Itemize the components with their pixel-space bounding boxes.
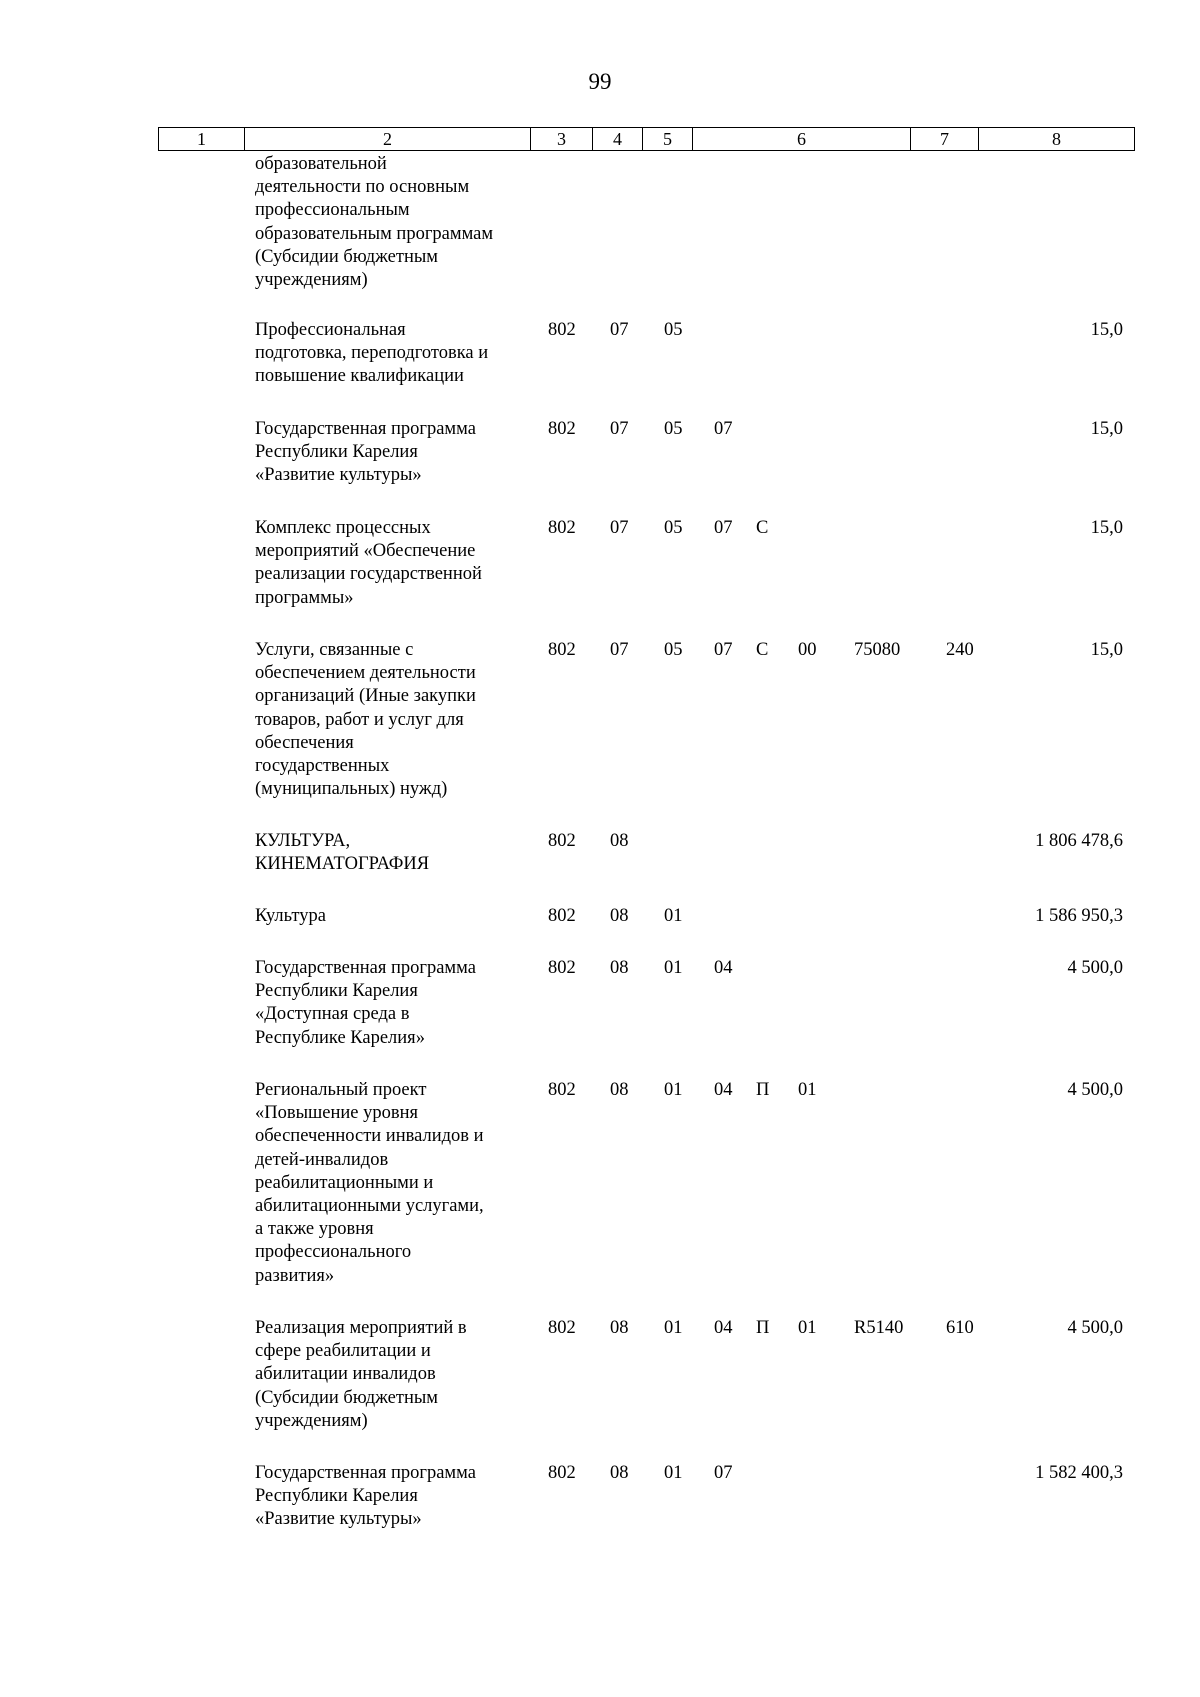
name-line: Республики Карелия xyxy=(255,442,418,463)
name-line: а также уровня xyxy=(255,1219,374,1240)
name-line: реабилитационными и xyxy=(255,1172,434,1193)
name-line: Республики Карелия xyxy=(255,1486,418,1507)
subprogram-code: П xyxy=(756,1318,770,1338)
amount: 15,0 xyxy=(1090,640,1123,660)
name-line: учреждениям) xyxy=(255,270,368,291)
admin-code: 802 xyxy=(548,419,576,439)
name-line: мероприятий «Обеспечение xyxy=(255,541,476,562)
admin-code: 802 xyxy=(548,1318,576,1338)
section-code: 08 xyxy=(610,1463,629,1483)
subprogram-code: С xyxy=(756,640,769,660)
amount: 1 806 478,6 xyxy=(1035,831,1123,851)
name-line: Услуги, связанные с xyxy=(255,640,414,660)
section-code: 07 xyxy=(610,518,629,538)
admin-code: 802 xyxy=(548,640,576,660)
amount: 1 586 950,3 xyxy=(1035,906,1123,926)
admin-code: 802 xyxy=(548,831,576,851)
section-code: 08 xyxy=(610,906,629,926)
row-name xyxy=(255,639,525,801)
subsection-code: 01 xyxy=(664,958,683,978)
name-line: Республике Карелия» xyxy=(255,1027,425,1048)
row-name xyxy=(255,957,525,1050)
subsection-code: 05 xyxy=(664,640,683,660)
section-code: 08 xyxy=(610,1080,629,1100)
row-name xyxy=(255,1462,525,1532)
admin-code: 802 xyxy=(548,906,576,926)
column-number-6: 6 xyxy=(693,128,911,151)
admin-code: 802 xyxy=(548,518,576,538)
name-line: абилитационными услугами, xyxy=(255,1196,484,1217)
name-line: учреждениям) xyxy=(255,1410,368,1431)
expense-type-code: 240 xyxy=(946,640,974,660)
column-number-2: 2 xyxy=(245,128,531,151)
row-name xyxy=(255,1079,525,1288)
row-name xyxy=(255,1317,525,1433)
expense-type-code: 610 xyxy=(946,1318,974,1338)
name-line: сфере реабилитации и xyxy=(255,1341,431,1362)
name-line: Государственная программа xyxy=(255,1463,476,1483)
name-line: Культура xyxy=(255,906,326,926)
event-code: 00 xyxy=(798,640,817,660)
name-line: Реализация мероприятий в xyxy=(255,1318,467,1338)
admin-code: 802 xyxy=(548,320,576,340)
event-code: 01 xyxy=(798,1080,817,1100)
name-line: «Повышение уровня xyxy=(255,1103,419,1124)
name-line: «Развитие культуры» xyxy=(255,465,422,486)
name-line: товаров, работ и услуг для xyxy=(255,709,464,730)
name-line: (Субсидии бюджетным xyxy=(255,1387,438,1408)
name-line: деятельности по основным xyxy=(255,177,470,198)
column-number-5: 5 xyxy=(643,128,693,151)
direction-code: R5140 xyxy=(854,1318,904,1338)
name-line: Государственная программа xyxy=(255,958,476,978)
row-name xyxy=(255,319,525,389)
name-line: образовательным программам xyxy=(255,223,494,244)
name-line: Профессиональная xyxy=(255,320,406,340)
row-name xyxy=(255,830,525,876)
name-line: обеспеченности инвалидов и xyxy=(255,1126,484,1147)
name-line: государственных xyxy=(255,756,390,777)
admin-code: 802 xyxy=(548,958,576,978)
column-number-4: 4 xyxy=(593,128,643,151)
subsection-code: 01 xyxy=(664,1463,683,1483)
name-line: Государственная программа xyxy=(255,419,476,439)
amount: 4 500,0 xyxy=(1067,958,1123,978)
name-line: реализации государственной xyxy=(255,564,482,585)
column-number-1: 1 xyxy=(159,128,245,151)
program-code: 04 xyxy=(714,958,733,978)
name-line: профессиональным xyxy=(255,200,410,221)
amount: 4 500,0 xyxy=(1067,1080,1123,1100)
page-number: 99 xyxy=(588,69,612,94)
name-line: «Доступная среда в xyxy=(255,1004,410,1025)
column-number-8: 8 xyxy=(979,128,1135,151)
name-line: образовательной xyxy=(255,154,387,174)
name-line: подготовка, переподготовка и xyxy=(255,343,489,364)
row-name xyxy=(255,517,525,610)
amount: 15,0 xyxy=(1090,419,1123,439)
subsection-code: 05 xyxy=(664,320,683,340)
section-code: 07 xyxy=(610,419,629,439)
program-code: 07 xyxy=(714,518,733,538)
event-code: 01 xyxy=(798,1318,817,1338)
subsection-code: 05 xyxy=(664,419,683,439)
name-line: развития» xyxy=(255,1265,335,1286)
name-line: КИНЕМАТОГРАФИЯ xyxy=(255,854,430,875)
program-code: 07 xyxy=(714,1463,733,1483)
admin-code: 802 xyxy=(548,1080,576,1100)
name-line: обеспечения xyxy=(255,732,354,753)
name-line: профессионального xyxy=(255,1242,412,1263)
column-number-7: 7 xyxy=(911,128,979,151)
subsection-code: 01 xyxy=(664,1080,683,1100)
amount: 4 500,0 xyxy=(1067,1318,1123,1338)
column-number-header xyxy=(158,127,1135,151)
name-line: повышение квалификации xyxy=(255,366,464,387)
name-line: (муниципальных) нужд) xyxy=(255,779,448,800)
program-code: 07 xyxy=(714,640,733,660)
direction-code: 75080 xyxy=(854,640,901,660)
name-line: (Субсидии бюджетным xyxy=(255,246,438,267)
section-code: 08 xyxy=(610,831,629,851)
amount: 15,0 xyxy=(1090,320,1123,340)
section-code: 08 xyxy=(610,958,629,978)
subsection-code: 01 xyxy=(664,906,683,926)
column-number-3: 3 xyxy=(531,128,593,151)
name-line: абилитации инвалидов xyxy=(255,1364,436,1385)
name-line: организаций (Иные закупки xyxy=(255,686,476,707)
program-code: 04 xyxy=(714,1318,733,1338)
row-name xyxy=(255,153,525,292)
subprogram-code: П xyxy=(756,1080,770,1100)
name-line: Региональный проект xyxy=(255,1080,427,1100)
subprogram-code: С xyxy=(756,518,769,538)
name-line: Республики Карелия xyxy=(255,981,418,1002)
name-line: КУЛЬТУРА, xyxy=(255,831,351,851)
amount: 1 582 400,3 xyxy=(1035,1463,1123,1483)
name-line: детей-инвалидов xyxy=(255,1149,389,1170)
name-line: «Развитие культуры» xyxy=(255,1509,422,1530)
name-line: программы» xyxy=(255,587,354,608)
program-code: 04 xyxy=(714,1080,733,1100)
row-name xyxy=(255,418,525,488)
subsection-code: 05 xyxy=(664,518,683,538)
section-code: 07 xyxy=(610,320,629,340)
row-name xyxy=(255,905,525,928)
program-code: 07 xyxy=(714,419,733,439)
admin-code: 802 xyxy=(548,1463,576,1483)
name-line: обеспечением деятельности xyxy=(255,663,476,684)
subsection-code: 01 xyxy=(664,1318,683,1338)
name-line: Комплекс процессных xyxy=(255,518,431,538)
amount: 15,0 xyxy=(1090,518,1123,538)
section-code: 08 xyxy=(610,1318,629,1338)
section-code: 07 xyxy=(610,640,629,660)
